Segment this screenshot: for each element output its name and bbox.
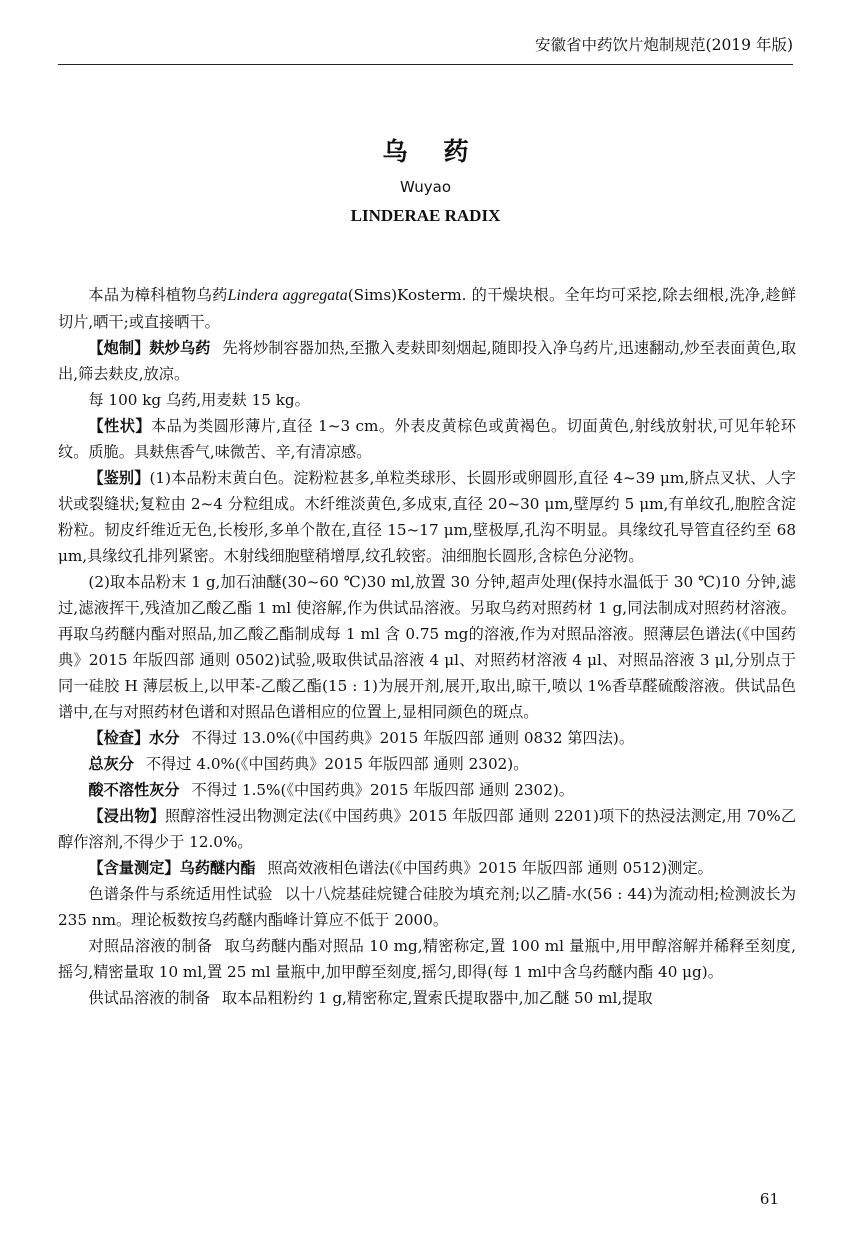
extract-label: 【浸出物】 bbox=[88, 807, 166, 825]
processing-label: 【炮制】 bbox=[88, 339, 150, 357]
inspection-total-ash: 总灰分 不得过 4.0%(《中国药典》2015 年版四部 通则 2302)。 bbox=[88, 755, 529, 773]
processing-method: 麸炒乌药 bbox=[149, 339, 211, 357]
assay-sample-solution: 供试品溶液的制备 取本品粗粉约 1 g,精密称定,置索氏提取器中,加乙醚 50 ml,提取 bbox=[88, 989, 653, 1007]
description-section: 【性状】本品为类圆形薄片,直径 1~3 cm。外表皮黄棕色或黄褐色。切面黄色,射线放射状,可见年轮环纹。质脆。具麸焦香气,味微苦、辛,有清凉感。 bbox=[58, 417, 796, 461]
inspection-water: 【检查】水分 不得过 13.0%(《中国药典》2015 年版四部 通则 0832 第四法)。 bbox=[88, 729, 635, 747]
identification-section: 【鉴别】(1)本品粉末黄白色。淀粉粒甚多,单粒类球形、长圆形或卵圆形,直径 4~39 μm,脐点叉状、人字状或裂缝状;复粒由 2~4 分粒组成。木纤维淡黄色,多成束,直径 20~30 μm,壁厚约 5 μm,有单纹孔,胞腔含淀粉粒。韧皮纤维近无色,长梭形,多单个散在,直径 15~17 μm,壁极厚,孔沟不明显。具缘纹孔导管直径约至 68 μm,具缘纹孔排列紧密。木射线细胞壁稍增厚,纹孔较密。油细胞长圆形,含棕色分泌物。 bbox=[58, 469, 797, 565]
extract-section: 【浸出物】照醇溶性浸出物测定法(《中国药典》2015 年版四部 通则 2201)项下的热浸法测定,用 70%乙醇作溶剂,不得少于 12.0%。 bbox=[58, 807, 797, 851]
intro-paragraph: 本品为樟科植物乌药Lindera aggregata(Sims)Kosterm. 的干燥块根。全年均可采挖,除去细根,洗净,趁鲜切片,晒干;或直接晒干。 bbox=[58, 286, 797, 331]
assay-label: 【含量测定】 bbox=[88, 859, 180, 877]
identification-label: 【鉴别】 bbox=[88, 469, 150, 487]
description-label: 【性状】 bbox=[88, 417, 152, 435]
page-number: 61 bbox=[759, 1190, 779, 1208]
header-title: 安徽省中药饮片炮制规范(2019 年版) bbox=[535, 36, 793, 54]
monograph-title: 乌药 bbox=[382, 137, 505, 166]
latin-species: Lindera aggregata bbox=[227, 287, 348, 304]
processing-ratio: 每 100 kg 乌药,用麦麸 15 kg。 bbox=[88, 391, 310, 409]
assay-chromatography: 色谱条件与系统适用性试验 以十八烷基硅烷键合硅胶为填充剂;以乙腈-水(56 : 44)为流动相;检测波长为 235 nm。理论板数按乌药醚内酯峰计算应不低于 2000。 bbox=[58, 885, 797, 929]
assay-section: 【含量测定】乌药醚内酯 照高效液相色谱法(《中国药典》2015 年版四部 通则 0512)测定。 bbox=[88, 859, 713, 877]
latin-name: LINDERAE RADIX bbox=[350, 206, 501, 225]
running-header bbox=[58, 34, 793, 65]
assay-reference-solution: 对照品溶液的制备 取乌药醚内酯对照品 10 mg,精密称定,置 100 ml 量瓶中,用甲醇溶解并稀释至刻度,摇匀,精密量取 10 ml,置 25 ml 量瓶中,加甲醇至刻度,摇匀,即得(每 1 ml中含乌药醚内酯 40 μg)。 bbox=[58, 937, 796, 981]
pinyin-name: Wuyao bbox=[399, 178, 452, 196]
processing-section: 【炮制】麸炒乌药 先将炒制容器加热,至撒入麦麸即刻烟起,随即投入净乌药片,迅速翻动,炒至表面黄色,取出,筛去麸皮,放凉。 bbox=[58, 339, 797, 383]
inspection-label: 【检查】 bbox=[88, 729, 150, 747]
identification-tlc: (2)取本品粉末 1 g,加石油醚(30~60 ℃)30 ml,放置 30 分钟,超声处理(保持水温低于 30 ℃)10 分钟,滤过,滤液挥干,残渣加乙酸乙酯 1 ml 使溶解,作为供试品溶液。另取乌药对照药材 1 g,同法制成对照药材溶液。再取乌药醚内酯对照品,加乙酸乙酯制成每 1 ml 含 0.75 mg的溶液,作为对照品溶液。照薄层色谱法(《中国药典》2015 年版四部 通则 0502)试验,吸取供试品溶液 4 μl、对照药材溶液 4 μl、对照品溶液 3 μl,分别点于同一硅胶 H 薄层板上,以甲苯-乙酸乙酯(15 : 1)为展开剂,展开,取出,晾干,喷以 1%香草醛硫酸溶液。供试品色谱中,在与对照药材色谱和对照品色谱相应的位置上,显相同颜色的斑点。 bbox=[58, 573, 796, 721]
monograph-body bbox=[58, 282, 796, 1011]
inspection-acid-ash: 酸不溶性灰分 不得过 1.5%(《中国药典》2015 年版四部 通则 2302)。 bbox=[88, 781, 574, 799]
